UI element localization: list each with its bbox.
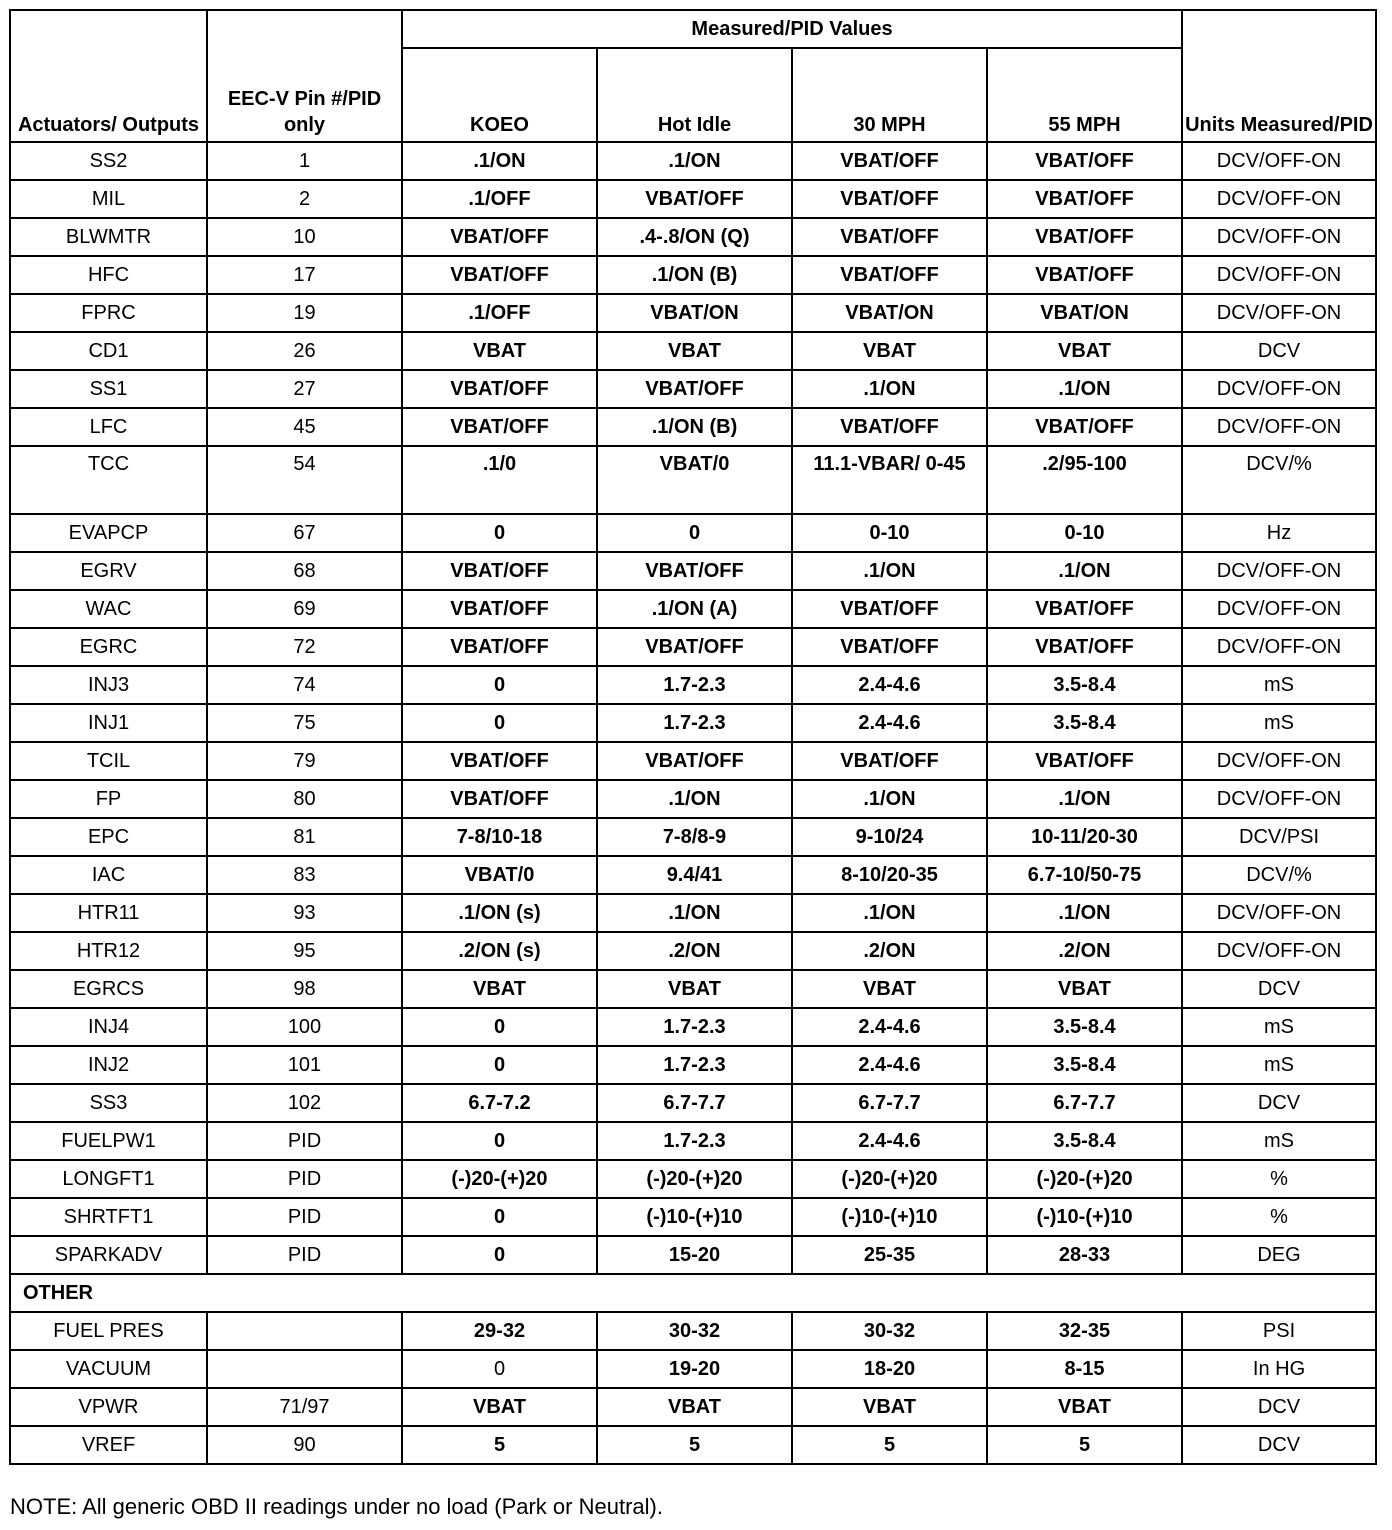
table-row <box>10 1426 1376 1464</box>
cell-pin: 90 <box>207 1426 402 1464</box>
cell-name: FUELPW1 <box>10 1122 207 1160</box>
cell-koeo: 0 <box>402 1350 597 1388</box>
cell-30mph: .2/ON <box>792 932 987 970</box>
cell-55mph: 3.5-8.4 <box>987 1046 1182 1084</box>
cell-30mph: VBAT <box>792 970 987 1008</box>
cell-name: VACUUM <box>10 1350 207 1388</box>
table-row <box>10 742 1376 780</box>
table-row <box>10 704 1376 742</box>
cell-hot-idle: (-)10-(+)10 <box>597 1198 792 1236</box>
cell-units: PSI <box>1182 1312 1376 1350</box>
cell-name: HTR12 <box>10 932 207 970</box>
cell-name: HFC <box>10 256 207 294</box>
cell-55mph: VBAT/OFF <box>987 218 1182 256</box>
cell-pin <box>207 1312 402 1350</box>
cell-units: Hz <box>1182 514 1376 552</box>
cell-koeo: .1/OFF <box>402 294 597 332</box>
cell-koeo: VBAT/OFF <box>402 408 597 446</box>
cell-units: DCV/OFF-ON <box>1182 142 1376 180</box>
cell-koeo: .2/ON (s) <box>402 932 597 970</box>
cell-koeo: 29-32 <box>402 1312 597 1350</box>
cell-55mph: 6.7-10/50-75 <box>987 856 1182 894</box>
cell-pin: PID <box>207 1160 402 1198</box>
cell-30mph: VBAT/ON <box>792 294 987 332</box>
cell-55mph: 0-10 <box>987 514 1182 552</box>
cell-units: DCV/OFF-ON <box>1182 552 1376 590</box>
cell-30mph: 30-32 <box>792 1312 987 1350</box>
cell-55mph: VBAT <box>987 970 1182 1008</box>
cell-hot-idle: VBAT/OFF <box>597 552 792 590</box>
cell-55mph: VBAT/OFF <box>987 256 1182 294</box>
cell-55mph: VBAT/OFF <box>987 742 1182 780</box>
cell-units: DCV <box>1182 1388 1376 1426</box>
cell-30mph: 2.4-4.6 <box>792 704 987 742</box>
cell-hot-idle: 9.4/41 <box>597 856 792 894</box>
cell-name: SPARKADV <box>10 1236 207 1274</box>
cell-hot-idle: 1.7-2.3 <box>597 1046 792 1084</box>
cell-hot-idle: .4-.8/ON (Q) <box>597 218 792 256</box>
cell-name: SS2 <box>10 142 207 180</box>
cell-30mph: VBAT <box>792 332 987 370</box>
cell-pin: 102 <box>207 1084 402 1122</box>
cell-hot-idle: 1.7-2.3 <box>597 1122 792 1160</box>
cell-55mph: 3.5-8.4 <box>987 1008 1182 1046</box>
cell-pin: 93 <box>207 894 402 932</box>
cell-units: mS <box>1182 1046 1376 1084</box>
cell-pin: 71/97 <box>207 1388 402 1426</box>
cell-units: mS <box>1182 1122 1376 1160</box>
cell-units: DCV/OFF-ON <box>1182 180 1376 218</box>
pid-values-table <box>9 9 1377 1465</box>
cell-koeo: VBAT/OFF <box>402 590 597 628</box>
cell-55mph: 6.7-7.7 <box>987 1084 1182 1122</box>
cell-pin: 17 <box>207 256 402 294</box>
cell-name: TCC <box>10 446 207 514</box>
cell-pin: 81 <box>207 818 402 856</box>
cell-55mph: VBAT/OFF <box>987 142 1182 180</box>
cell-pin: 80 <box>207 780 402 818</box>
table-row <box>10 1084 1376 1122</box>
cell-30mph: VBAT/OFF <box>792 218 987 256</box>
cell-hot-idle: .2/ON <box>597 932 792 970</box>
cell-name: SS1 <box>10 370 207 408</box>
cell-pin: 67 <box>207 514 402 552</box>
table-row <box>10 446 1376 514</box>
cell-30mph: 0-10 <box>792 514 987 552</box>
cell-55mph: 3.5-8.4 <box>987 704 1182 742</box>
cell-hot-idle: 30-32 <box>597 1312 792 1350</box>
cell-units: % <box>1182 1160 1376 1198</box>
cell-pin: 54 <box>207 446 402 514</box>
cell-55mph: (-)10-(+)10 <box>987 1198 1182 1236</box>
table-row <box>10 970 1376 1008</box>
section-row-other <box>10 1274 1376 1312</box>
cell-name: EVAPCP <box>10 514 207 552</box>
table-row <box>10 1350 1376 1388</box>
cell-pin: 2 <box>207 180 402 218</box>
cell-55mph: 5 <box>987 1426 1182 1464</box>
header-55mph: 55 MPH <box>987 48 1182 142</box>
cell-pin: 98 <box>207 970 402 1008</box>
cell-hot-idle: VBAT/ON <box>597 294 792 332</box>
cell-name: CD1 <box>10 332 207 370</box>
cell-units: mS <box>1182 1008 1376 1046</box>
cell-hot-idle: .1/ON (A) <box>597 590 792 628</box>
table-row <box>10 1388 1376 1426</box>
cell-55mph: .1/ON <box>987 780 1182 818</box>
cell-30mph: .1/ON <box>792 894 987 932</box>
table-row <box>10 780 1376 818</box>
table-row <box>10 294 1376 332</box>
header-pin: EEC-V Pin #/PID only <box>207 10 402 142</box>
cell-name: LONGFT1 <box>10 1160 207 1198</box>
cell-hot-idle: 0 <box>597 514 792 552</box>
cell-55mph: (-)20-(+)20 <box>987 1160 1182 1198</box>
cell-hot-idle: 7-8/8-9 <box>597 818 792 856</box>
table-row <box>10 1198 1376 1236</box>
cell-koeo: 0 <box>402 704 597 742</box>
cell-units: DCV/OFF-ON <box>1182 294 1376 332</box>
cell-30mph: 2.4-4.6 <box>792 1122 987 1160</box>
cell-units: DCV/OFF-ON <box>1182 590 1376 628</box>
cell-30mph: 25-35 <box>792 1236 987 1274</box>
table-row <box>10 1008 1376 1046</box>
cell-koeo: (-)20-(+)20 <box>402 1160 597 1198</box>
cell-30mph: VBAT/OFF <box>792 590 987 628</box>
cell-30mph: VBAT/OFF <box>792 142 987 180</box>
cell-name: BLWMTR <box>10 218 207 256</box>
section-label: OTHER <box>10 1274 1376 1312</box>
cell-name: VREF <box>10 1426 207 1464</box>
header-koeo: KOEO <box>402 48 597 142</box>
table-body <box>10 142 1376 1464</box>
cell-30mph: VBAT/OFF <box>792 256 987 294</box>
cell-pin: 45 <box>207 408 402 446</box>
cell-pin: PID <box>207 1122 402 1160</box>
cell-koeo: 0 <box>402 514 597 552</box>
cell-koeo: VBAT/OFF <box>402 780 597 818</box>
cell-name: EGRC <box>10 628 207 666</box>
cell-30mph: 5 <box>792 1426 987 1464</box>
cell-units: mS <box>1182 704 1376 742</box>
table-row <box>10 514 1376 552</box>
cell-hot-idle: (-)20-(+)20 <box>597 1160 792 1198</box>
cell-30mph: VBAT/OFF <box>792 408 987 446</box>
cell-30mph: 8-10/20-35 <box>792 856 987 894</box>
cell-pin: PID <box>207 1198 402 1236</box>
table-row <box>10 370 1376 408</box>
cell-pin: PID <box>207 1236 402 1274</box>
cell-55mph: .2/ON <box>987 932 1182 970</box>
cell-koeo: 0 <box>402 1236 597 1274</box>
table-row <box>10 590 1376 628</box>
cell-pin: 101 <box>207 1046 402 1084</box>
cell-55mph: .2/95-100 <box>987 446 1182 514</box>
cell-pin: 74 <box>207 666 402 704</box>
cell-units: DCV/OFF-ON <box>1182 628 1376 666</box>
cell-55mph: VBAT/ON <box>987 294 1182 332</box>
cell-units: DCV/OFF-ON <box>1182 780 1376 818</box>
cell-hot-idle: VBAT/OFF <box>597 742 792 780</box>
cell-koeo: VBAT/OFF <box>402 370 597 408</box>
cell-pin: 26 <box>207 332 402 370</box>
cell-pin: 69 <box>207 590 402 628</box>
cell-name: TCIL <box>10 742 207 780</box>
cell-hot-idle: 1.7-2.3 <box>597 1008 792 1046</box>
header-measured-group: Measured/PID Values <box>402 10 1182 48</box>
cell-pin: 10 <box>207 218 402 256</box>
cell-hot-idle: VBAT/OFF <box>597 628 792 666</box>
cell-koeo: 0 <box>402 1008 597 1046</box>
cell-units: % <box>1182 1198 1376 1236</box>
header-30mph: 30 MPH <box>792 48 987 142</box>
cell-55mph: .1/ON <box>987 552 1182 590</box>
cell-koeo: .1/ON <box>402 142 597 180</box>
cell-koeo: 0 <box>402 1046 597 1084</box>
cell-hot-idle: 15-20 <box>597 1236 792 1274</box>
cell-30mph: VBAT/OFF <box>792 628 987 666</box>
cell-55mph: 10-11/20-30 <box>987 818 1182 856</box>
cell-30mph: (-)20-(+)20 <box>792 1160 987 1198</box>
table-row <box>10 552 1376 590</box>
cell-55mph: 28-33 <box>987 1236 1182 1274</box>
cell-koeo: VBAT/OFF <box>402 256 597 294</box>
cell-name: INJ4 <box>10 1008 207 1046</box>
cell-koeo: 0 <box>402 1122 597 1160</box>
cell-55mph: 32-35 <box>987 1312 1182 1350</box>
cell-30mph: .1/ON <box>792 370 987 408</box>
table-row <box>10 894 1376 932</box>
cell-name: FUEL PRES <box>10 1312 207 1350</box>
cell-55mph: VBAT <box>987 332 1182 370</box>
cell-name: HTR11 <box>10 894 207 932</box>
cell-pin: 19 <box>207 294 402 332</box>
table-row <box>10 408 1376 446</box>
cell-name: FPRC <box>10 294 207 332</box>
cell-hot-idle: VBAT/OFF <box>597 370 792 408</box>
cell-koeo: 6.7-7.2 <box>402 1084 597 1122</box>
table-row <box>10 1122 1376 1160</box>
table-row <box>10 1160 1376 1198</box>
cell-koeo: 7-8/10-18 <box>402 818 597 856</box>
cell-pin: 75 <box>207 704 402 742</box>
cell-pin: 27 <box>207 370 402 408</box>
cell-55mph: VBAT <box>987 1388 1182 1426</box>
cell-koeo: .1/0 <box>402 446 597 514</box>
cell-pin: 100 <box>207 1008 402 1046</box>
cell-pin: 68 <box>207 552 402 590</box>
cell-55mph: VBAT/OFF <box>987 408 1182 446</box>
cell-55mph: VBAT/OFF <box>987 590 1182 628</box>
cell-name: FP <box>10 780 207 818</box>
cell-units: DCV/OFF-ON <box>1182 408 1376 446</box>
cell-koeo: VBAT/OFF <box>402 552 597 590</box>
cell-name: EPC <box>10 818 207 856</box>
cell-hot-idle: .1/ON (B) <box>597 256 792 294</box>
cell-pin: 79 <box>207 742 402 780</box>
cell-55mph: VBAT/OFF <box>987 628 1182 666</box>
header-units: Units Measured/PID <box>1182 10 1376 142</box>
table-row <box>10 818 1376 856</box>
table-row <box>10 1312 1376 1350</box>
cell-name: INJ1 <box>10 704 207 742</box>
cell-hot-idle: .1/ON <box>597 780 792 818</box>
cell-hot-idle: VBAT <box>597 970 792 1008</box>
cell-koeo: VBAT <box>402 332 597 370</box>
table-row <box>10 142 1376 180</box>
cell-30mph: 11.1-VBAR/ 0-45 <box>792 446 987 514</box>
cell-55mph: 3.5-8.4 <box>987 1122 1182 1160</box>
cell-hot-idle: 1.7-2.3 <box>597 666 792 704</box>
table-row <box>10 932 1376 970</box>
cell-30mph: 6.7-7.7 <box>792 1084 987 1122</box>
cell-koeo: 0 <box>402 1198 597 1236</box>
cell-pin: 95 <box>207 932 402 970</box>
cell-koeo: VBAT/0 <box>402 856 597 894</box>
cell-units: DCV/PSI <box>1182 818 1376 856</box>
cell-hot-idle: 5 <box>597 1426 792 1464</box>
cell-name: EGRCS <box>10 970 207 1008</box>
table-row <box>10 218 1376 256</box>
cell-name: MIL <box>10 180 207 218</box>
table-row <box>10 856 1376 894</box>
cell-name: SS3 <box>10 1084 207 1122</box>
cell-koeo: VBAT <box>402 970 597 1008</box>
table-row <box>10 332 1376 370</box>
cell-hot-idle: VBAT/OFF <box>597 180 792 218</box>
cell-units: DCV <box>1182 1084 1376 1122</box>
cell-30mph: (-)10-(+)10 <box>792 1198 987 1236</box>
cell-30mph: 18-20 <box>792 1350 987 1388</box>
cell-name: INJ3 <box>10 666 207 704</box>
cell-hot-idle: 6.7-7.7 <box>597 1084 792 1122</box>
cell-30mph: VBAT <box>792 1388 987 1426</box>
cell-55mph: .1/ON <box>987 370 1182 408</box>
cell-name: LFC <box>10 408 207 446</box>
footnote: NOTE: All generic OBD II readings under no load (Park or Neutral). <box>10 1494 663 1519</box>
cell-30mph: 9-10/24 <box>792 818 987 856</box>
cell-koeo: VBAT <box>402 1388 597 1426</box>
table-row <box>10 1046 1376 1084</box>
cell-pin: 72 <box>207 628 402 666</box>
cell-pin: 1 <box>207 142 402 180</box>
cell-30mph: .1/ON <box>792 552 987 590</box>
cell-units: DCV <box>1182 1426 1376 1464</box>
cell-30mph: 2.4-4.6 <box>792 666 987 704</box>
cell-30mph: VBAT/OFF <box>792 742 987 780</box>
header-hot-idle: Hot Idle <box>597 48 792 142</box>
cell-hot-idle: .1/ON <box>597 894 792 932</box>
cell-koeo: VBAT/OFF <box>402 742 597 780</box>
cell-koeo: 5 <box>402 1426 597 1464</box>
cell-hot-idle: 1.7-2.3 <box>597 704 792 742</box>
cell-55mph: .1/ON <box>987 894 1182 932</box>
cell-koeo: VBAT/OFF <box>402 628 597 666</box>
cell-units: DCV/OFF-ON <box>1182 370 1376 408</box>
cell-units: In HG <box>1182 1350 1376 1388</box>
cell-55mph: 8-15 <box>987 1350 1182 1388</box>
cell-hot-idle: 19-20 <box>597 1350 792 1388</box>
cell-hot-idle: VBAT/0 <box>597 446 792 514</box>
cell-koeo: 0 <box>402 666 597 704</box>
cell-name: VPWR <box>10 1388 207 1426</box>
table-row <box>10 256 1376 294</box>
cell-units: DCV <box>1182 970 1376 1008</box>
cell-units: DCV <box>1182 332 1376 370</box>
cell-30mph: 2.4-4.6 <box>792 1008 987 1046</box>
cell-name: INJ2 <box>10 1046 207 1084</box>
cell-units: DCV/% <box>1182 446 1376 514</box>
cell-units: DCV/OFF-ON <box>1182 218 1376 256</box>
cell-koeo: .1/ON (s) <box>402 894 597 932</box>
cell-pin <box>207 1350 402 1388</box>
cell-units: DEG <box>1182 1236 1376 1274</box>
cell-30mph: VBAT/OFF <box>792 180 987 218</box>
cell-hot-idle: .1/ON (B) <box>597 408 792 446</box>
cell-hot-idle: VBAT <box>597 1388 792 1426</box>
cell-units: DCV/OFF-ON <box>1182 742 1376 780</box>
cell-30mph: 2.4-4.6 <box>792 1046 987 1084</box>
cell-pin: 83 <box>207 856 402 894</box>
cell-units: DCV/OFF-ON <box>1182 894 1376 932</box>
table-row <box>10 666 1376 704</box>
cell-name: SHRTFT1 <box>10 1198 207 1236</box>
cell-units: DCV/% <box>1182 856 1376 894</box>
cell-units: DCV/OFF-ON <box>1182 932 1376 970</box>
cell-koeo: VBAT/OFF <box>402 218 597 256</box>
cell-hot-idle: VBAT <box>597 332 792 370</box>
cell-name: WAC <box>10 590 207 628</box>
cell-koeo: .1/OFF <box>402 180 597 218</box>
cell-name: IAC <box>10 856 207 894</box>
table-row <box>10 1236 1376 1274</box>
table-row <box>10 180 1376 218</box>
cell-55mph: 3.5-8.4 <box>987 666 1182 704</box>
cell-name: EGRV <box>10 552 207 590</box>
cell-units: DCV/OFF-ON <box>1182 256 1376 294</box>
cell-30mph: .1/ON <box>792 780 987 818</box>
cell-hot-idle: .1/ON <box>597 142 792 180</box>
header-actuators: Actuators/ Outputs <box>10 10 207 142</box>
cell-55mph: VBAT/OFF <box>987 180 1182 218</box>
table-row <box>10 628 1376 666</box>
cell-units: mS <box>1182 666 1376 704</box>
